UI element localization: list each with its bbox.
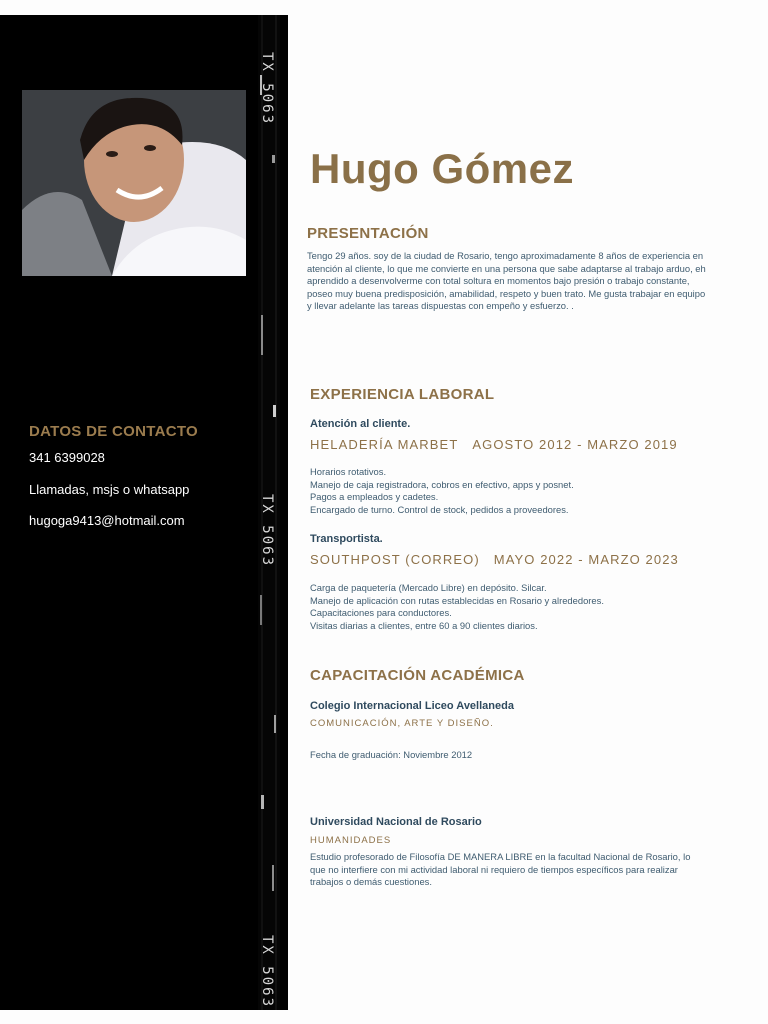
task-item: Manejo de caja registradora, cobros en efectivo, apps y posnet.: [310, 478, 574, 490]
task-item: Visitas diarias a clientes, entre 60 a 90 clientes diarios.: [310, 619, 538, 631]
education-title: CAPACITACIÓN ACADÉMICA: [310, 667, 525, 684]
education-detail: Fecha de graduación: Noviembre 2012: [310, 749, 473, 760]
job-role: Transportista.: [310, 533, 383, 545]
task-item: Capacitaciones para conductores.: [310, 607, 452, 618]
job-period: AGOSTO 2012 - MARZO 2019: [472, 437, 678, 452]
task-item: Horarios rotativos.: [310, 466, 387, 477]
job-tasks: [310, 466, 730, 516]
candidate-name: Hugo Gómez: [310, 145, 574, 192]
contact-phone: 341 6399028: [29, 450, 105, 465]
film-code-bottom: [259, 935, 275, 967]
experience-title: EXPERIENCIA LABORAL: [310, 386, 495, 403]
profile-photo: [22, 90, 246, 276]
education-field: COMUNICACIÓN, ARTE Y DISEÑO.: [310, 718, 494, 729]
education-detail: Estudio profesorado de Filosofía DE MANERA LIBRE en la facultad Nacional de Rosario, lo que no interfiere con mi actividad laboral ni requiero de tiempos específicos para realizar trabajos o demás cuestiones.: [310, 851, 691, 887]
education-field: HUMANIDADES: [310, 835, 392, 846]
presentation-title: PRESENTACIÓN: [307, 225, 429, 242]
task-item: Carga de paquetería (Mercado Libre) en depósito. Silcar.: [310, 582, 547, 593]
film-code-top: [259, 52, 275, 84]
task-item: Manejo de aplicación con rutas establecidas en Rosario y alrededores.: [310, 594, 604, 606]
task-item: Pagos a empleados y cadetes.: [310, 491, 439, 502]
portrait-illustration: [22, 90, 246, 276]
presentation-text: Tengo 29 años. soy de la ciudad de Rosario, tengo aproximadamente 8 años de experiencia en atención al cliente, lo que me convierte en una persona que sabe adaptarse al trabajo arduo, eh aprendido a desenvolverme con total soltura en momentos bajo presión o trabajo constante, poseo muy buena predisposición, amabilidad, respeto y buen trato. Me gusta trabajar en equipo y llevar adelante las tareas dispuestas con empeño y esfuerzo. .: [307, 250, 706, 311]
job-company: SOUTHPOST (CORREO): [310, 552, 480, 567]
contact-section-title: DATOS DE CONTACTO: [29, 423, 198, 440]
film-code-middle: [259, 494, 275, 526]
job-role: Atención al cliente.: [310, 418, 411, 430]
contact-channels: Llamadas, msjs o whatsapp: [29, 482, 190, 497]
education-institution: Colegio Internacional Liceo Avellaneda: [310, 700, 514, 712]
job-header: [310, 437, 678, 452]
contact-email[interactable]: hugoga9413@hotmail.com: [29, 513, 185, 528]
job-tasks: [310, 582, 730, 632]
education-institution: Universidad Nacional de Rosario: [310, 816, 482, 828]
job-period: MAYO 2022 - MARZO 2023: [493, 552, 679, 567]
job-header: [310, 552, 679, 567]
job-company: HELADERÍA MARBET: [310, 437, 459, 452]
task-item: Encargado de turno. Control de stock, pedidos a proveedores.: [310, 503, 569, 515]
